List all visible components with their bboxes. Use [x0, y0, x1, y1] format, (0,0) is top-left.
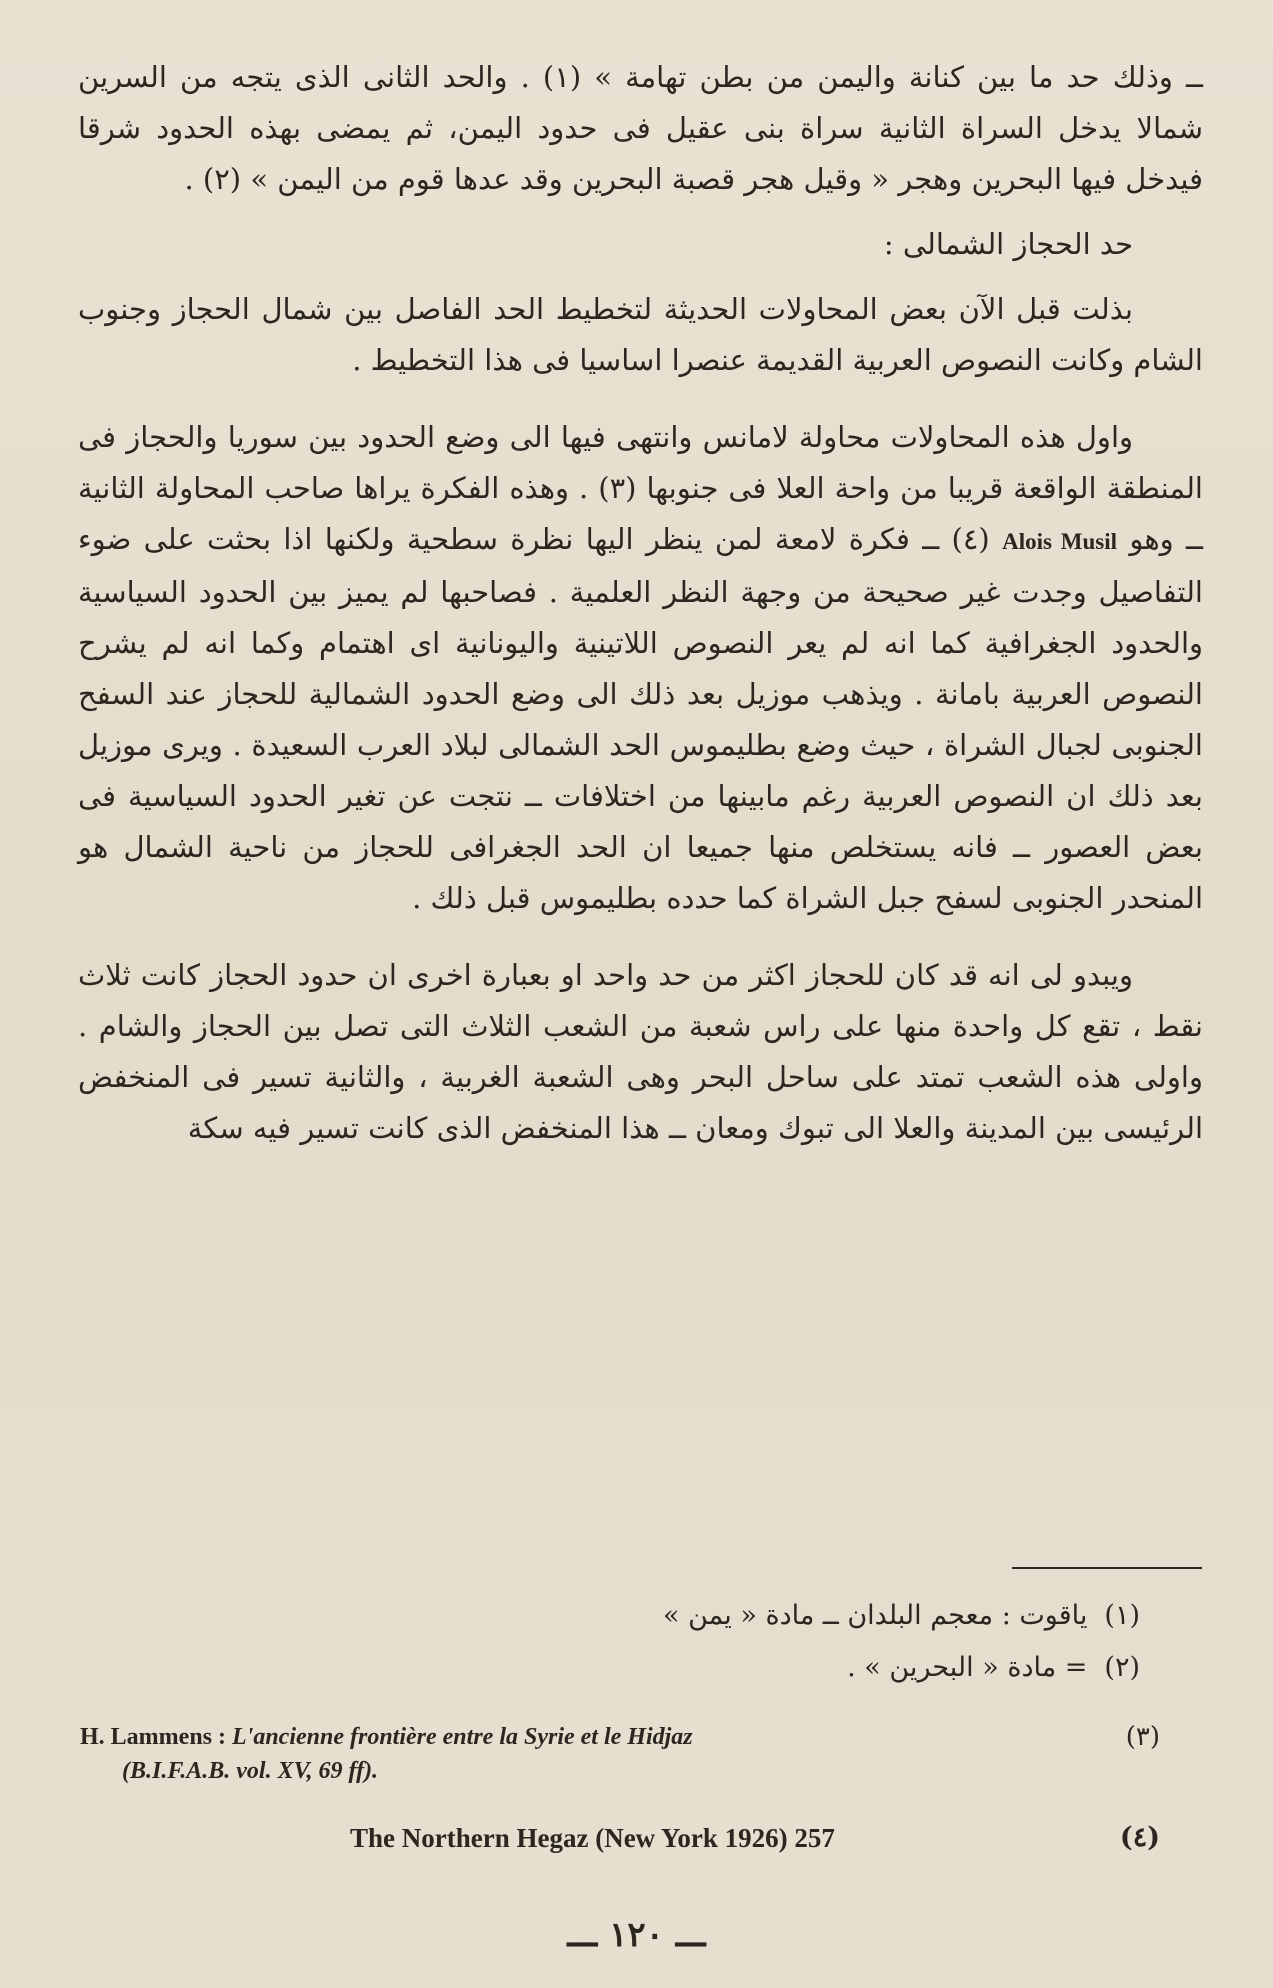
paragraph-3-part-a: واول هذه المحاولات محاولة لامانس وانتهى فيها الى وضع الحدود بين سوريا والحجاز فى المنطقة الواقعة قريبا من واحة العلا فى جنوبها (٣) . وهذه الفكرة يراها صاحب المحاولة الثانية ــ وهو — [78, 420, 1203, 556]
footnote-3-number: (٣) — [1125, 1722, 1160, 1752]
footnote-separator — [1012, 1567, 1202, 1569]
footnote-3-author: H. Lammens : — [80, 1724, 226, 1750]
footnote-1-text: ياقوت : معجم البلدان ــ مادة « يمن » — [663, 1600, 1088, 1631]
footnote-3-title: L'ancienne frontière entre la Syrie et le Hidjaz — [232, 1724, 693, 1750]
page-number: ـــ ١٢٠ ـــ — [567, 1915, 706, 1955]
section-heading: حد الحجاز الشمالى : — [883, 227, 1133, 261]
footnote-3 — [80, 1720, 1160, 1788]
footnote-4-number: (٤) — [1119, 1822, 1160, 1853]
footnote-4 — [350, 1818, 1160, 1858]
paragraph-4: ويبدو لى انه قد كان للحجاز اكثر من حد واحد او بعبارة اخرى ان حدود الحجاز كانت ثلاث نقط ، تقع كل واحدة منها على راس شعبة من الشعب الثلاث التى تصل بين الحجاز والشام . واولى هذه الشعب تمتد على ساحل البحر وهى الشعبة الغربية ، والثانية تسير فى المنخفض الرئيسى بين المدينة والعلا الى تبوك ومعان ــ هذا المنخفض الذى كانت تسير فيه سكة — [78, 958, 1203, 1145]
footnote-4-text: The Northern Hegaz (New York 1926) 257 — [350, 1823, 835, 1853]
paragraph-1: ــ وذلك حد ما بين كنانة واليمن من بطن تهامة » (١) . والحد الثانى الذى يتجه من السرين شمالا يدخل السراة الثانية سراة بنى عقيل فى حدود اليمن، ثم يمضى بهذه الحدود شرقا فيدخل فيها البحرين وهجر « وقيل هجر قصبة البحرين وقد عدها قوم من اليمن » (٢) . — [78, 60, 1203, 196]
footnote-2 — [560, 1648, 1140, 1688]
paragraph-2: بذلت قبل الآن بعض المحاولات الحديثة لتخطيط الحد الفاصل بين شمال الحجاز وجنوب الشام وكانت النصوص العربية القديمة عنصرا اساسيا فى هذا التخطيط . — [78, 292, 1203, 377]
main-text — [78, 52, 1203, 1154]
footnote-2-number: (٢) — [1104, 1652, 1140, 1683]
footnote-3-reference: (B.I.F.A.B. vol. XV, 69 ff). — [122, 1758, 379, 1784]
footnote-1 — [560, 1596, 1140, 1636]
paragraph-3 — [78, 412, 1203, 924]
footnote-1-number: (١) — [1104, 1600, 1140, 1631]
author-name-latin: Alois Musil — [1002, 529, 1118, 554]
paragraph-3-part-b: (٤) ــ فكرة لامعة لمن ينظر اليها نظرة سطحية ولكنها اذا بحثت على ضوء التفاصيل وجدت غير صحيحة من وجهة النظر العلمية . فصاحبها لم يميز بين الحدود السياسية والحدود الجغرافية كما انه لم يعر النصوص اللاتينية واليونانية اى اهتمام وكما انه لم يشرح النصوص العربية بامانة . ويذهب موزيل بعد ذلك الى وضع الحدود الشمالية للحجاز عند السفح الجنوبى لجبال الشراة ، حيث وضع بطليموس الحد الشمالى لبلاد العرب السعيدة . ويرى موزيل بعد ذلك ان النصوص العربية رغم مابينها من اختلافات ــ نتجت عن تغير الحدود السياسية فى بعض العصور ــ فانه يستخلص منها جميعا ان الحد الجغرافى للحجاز من ناحية الشمال هو المنحدر الجنوبى لسفح جبل الشراة كما حدده بطليموس قبل ذلك . — [78, 522, 1203, 915]
footnote-2-text: = مادة « البحرين » . — [847, 1652, 1088, 1683]
